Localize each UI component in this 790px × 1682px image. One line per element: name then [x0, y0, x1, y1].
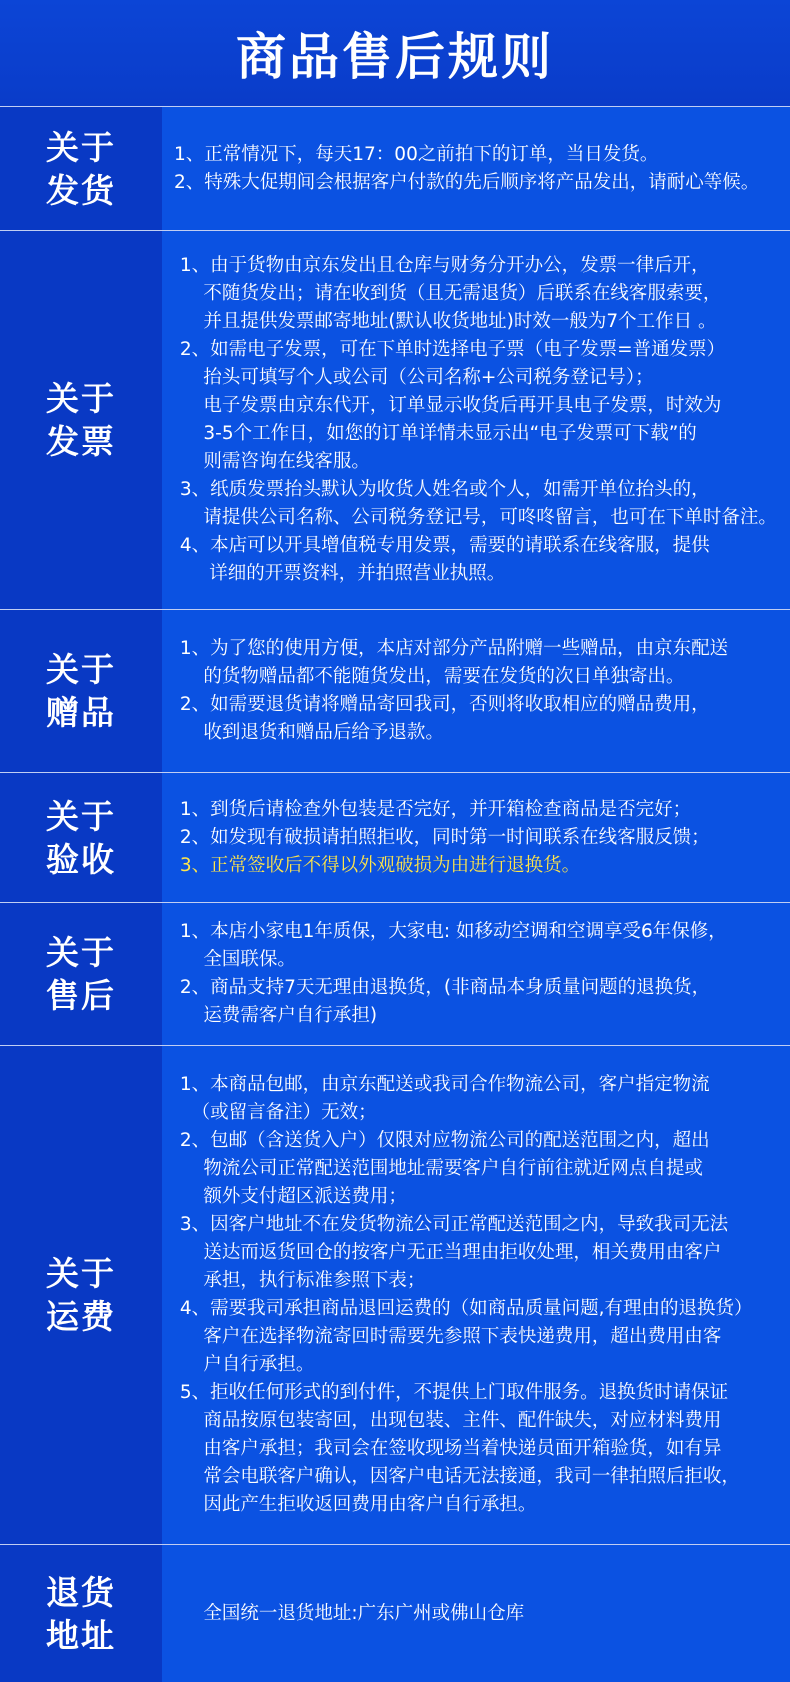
rule-line: 请提供公司名称、公司税务登记号，可咚咚留言，也可在下单时备注。 [174, 507, 777, 528]
rule-line: 运费需客户自行承担) [174, 1005, 378, 1026]
section-label-text: 运费 [46, 1297, 116, 1336]
rule-line: 承担，执行标准参照下表； [174, 1270, 426, 1291]
rule-line: 1、由于货物由京东发出且仓库与财务分开办公，发票一律后开， [174, 255, 710, 276]
rule-line: 1、到货后请检查外包装是否完好，并开箱检查商品是否完好； [174, 798, 692, 820]
rule-line: 商品按原包装寄回，出现包装、主件、配件缺失，对应材料费用 [174, 1410, 722, 1431]
rule-line: 抬头可填写个人或公司（公司名称+公司税务登记号）； [174, 367, 654, 388]
section-label [0, 1545, 162, 1682]
rule-line: 的货物赠品都不能随货发出，需要在发货的次日单独寄出。 [174, 666, 685, 687]
rule-line: 全国统一退货地址:广东广州或佛山仓库 [174, 1602, 525, 1624]
rule-line: 户自行承担。 [174, 1354, 315, 1375]
section-gift [0, 609, 790, 772]
rule-line: 2、特殊大促期间会根据客户付款的先后顺序将产品发出，请耐心等候。 [174, 171, 760, 193]
rule-line: 1、正常情况下，每天17：00之前拍下的订单，当日发货。 [174, 143, 659, 165]
section-label [0, 1046, 162, 1544]
section-content [162, 1545, 790, 1682]
rule-line: 额外支付超区派送费用； [174, 1186, 407, 1207]
rule-line: 因此产生拒收返回费用由客户自行承担。 [174, 1494, 537, 1515]
section-label-text: 赠品 [46, 693, 116, 732]
highlighted-rule-line: 3、正常签收后不得以外观破损为由进行退换货。 [174, 854, 581, 876]
section-label-text: 售后 [46, 976, 116, 1015]
section-label-text: 发票 [46, 422, 116, 461]
section-content [162, 773, 790, 902]
rule-line: 收到退货和赠品后给予退款。 [174, 722, 444, 743]
rule-line: 客户在选择物流寄回时需要先参照下表快递费用，超出费用由客 [174, 1326, 722, 1347]
section-content [162, 903, 790, 1045]
rule-line: 4、需要我司承担商品退回运费的（如商品质量问题,有理由的退换货） [174, 1298, 753, 1319]
rule-line: 3、纸质发票抬头默认为收货人姓名或个人，如需开单位抬头的， [174, 479, 710, 500]
rule-line: 不随货发出；请在收到货（且无需退货）后联系在线客服索要， [174, 283, 722, 304]
rule-line: 2、商品支持7天无理由退换货，(非商品本身质量问题的退换货， [174, 977, 711, 998]
section-label-text: 关于 [46, 796, 116, 836]
rule-line: 全国联保。 [174, 949, 296, 970]
page-title: 商品售后规则 [236, 28, 554, 86]
header [0, 0, 790, 106]
rule-line: 2、如需电子发票，可在下单时选择电子票（电子发票=普通发票） [174, 339, 726, 360]
section-label [0, 903, 162, 1045]
section-after-sales [0, 902, 790, 1045]
rule-line: 1、为了您的使用方便，本店对部分产品附赠一些赠品，由京东配送 [174, 638, 729, 659]
rule-line: 3-5个工作日，如您的订单详情未显示出“电子发票可下载”的 [174, 423, 697, 444]
section-label [0, 773, 162, 902]
section-label-text: 关于 [46, 933, 116, 972]
section-label-text: 验收 [46, 839, 116, 879]
rule-line: 5、拒收任何形式的到付件，不提供上门取件服务。退换货时请保证 [174, 1382, 729, 1403]
section-return-address [0, 1544, 790, 1682]
section-freight [0, 1045, 790, 1544]
rule-line: 4、本店可以开具增值税专用发票，需要的请联系在线客服，提供 [174, 535, 710, 556]
section-label-text: 关于 [46, 650, 116, 689]
section-label-text: 关于 [46, 127, 116, 167]
section-content [162, 231, 790, 609]
rule-line: 2、如需要退货请将赠品寄回我司，否则将收取相应的赠品费用， [174, 694, 710, 715]
section-label-text: 发货 [46, 170, 116, 210]
rule-line: 2、包邮（含送货入户）仅限对应物流公司的配送范围之内，超出 [174, 1130, 710, 1151]
section-invoice [0, 230, 790, 609]
rule-line: 则需咨询在线客服。 [174, 451, 370, 472]
rule-line: 1、本商品包邮，由京东配送或我司合作物流公司，客户指定物流 [174, 1074, 710, 1095]
rule-line: 1、本店小家电1年质保，大家电: 如移动空调和空调享受6年保修， [174, 921, 727, 942]
rule-line: 3、因客户地址不在发货物流公司正常配送范围之内，导致我司无法 [174, 1214, 729, 1235]
rule-line: 由客户承担；我司会在签收现场当着快递员面开箱验货，如有异 [174, 1438, 722, 1459]
section-label [0, 610, 162, 772]
rule-line: 并且提供发票邮寄地址(默认收货地址)时效一般为7个工作日 。 [174, 311, 717, 332]
rule-line: 送达而返货回仓的按客户无正当理由拒收处理，相关费用由客户 [174, 1242, 722, 1263]
section-label-text: 关于 [46, 379, 116, 418]
section-label-text: 关于 [46, 1254, 116, 1293]
section-label-text: 地址 [46, 1615, 116, 1655]
rule-line: 2、如发现有破损请拍照拒收，同时第一时间联系在线客服反馈； [174, 826, 710, 848]
rule-line: 物流公司正常配送范围地址需要客户自行前往就近网点自提或 [174, 1158, 703, 1179]
rule-line: 电子发票由京东代开，订单显示收货后再开具电子发票，时效为 [174, 395, 722, 416]
section-content [162, 107, 790, 230]
section-label [0, 107, 162, 230]
rule-line: （或留言备注）无效； [174, 1102, 377, 1123]
rule-line: 常会电联客户确认，因客户电话无法接通，我司一律拍照后拒收， [174, 1466, 740, 1487]
section-inspection [0, 772, 790, 902]
section-content [162, 610, 790, 772]
section-label [0, 231, 162, 609]
section-label-text: 退货 [46, 1572, 116, 1612]
rule-line: 详细的开票资料，并拍照营业执照。 [174, 563, 506, 584]
section-shipping [0, 106, 790, 230]
section-content [162, 1046, 790, 1544]
